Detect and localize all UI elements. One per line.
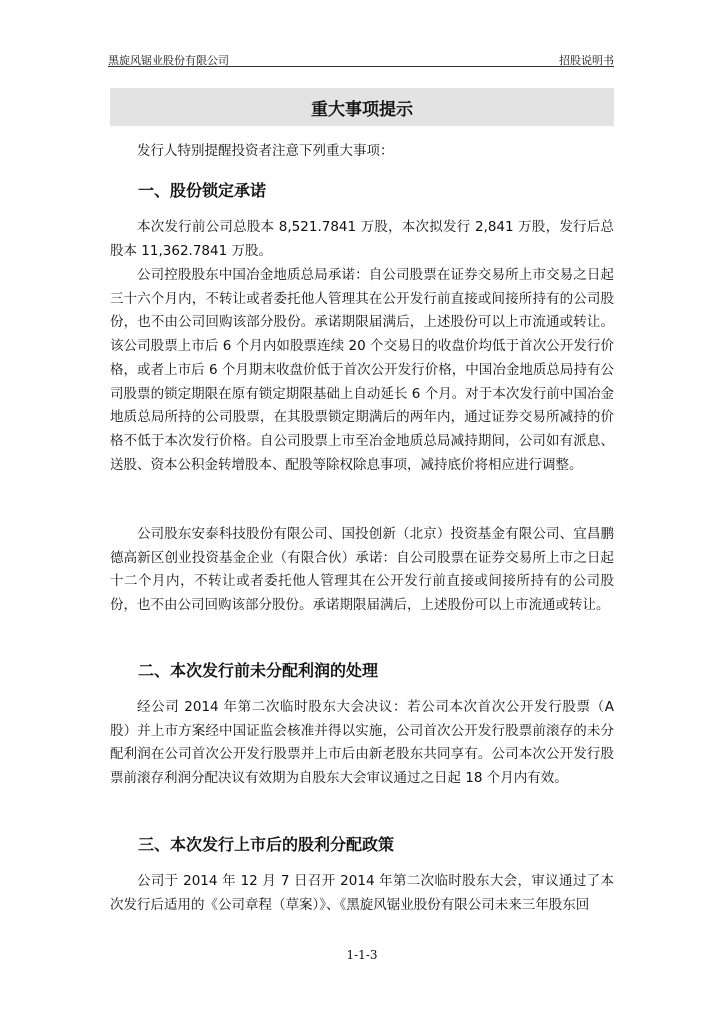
section-heading-3: 三、本次发行上市后的股利分配政策 xyxy=(138,835,395,854)
section-1-paragraph-2: 公司控股股东中国冶金地质总局承诺：自公司股票在证券交易所上市交易之日起三十六个月内，不转让或者委托他人管理其在公开发行前直接或间接所持有的公司股份，也不由公司回购该部分股份。承诺期限届满后，上述股份可以上市流通或转让。该公司股票上市后 6 个月内如股票连续 20 个交易日的收盘价均低于首次公开发行价格，或者上市后 6 个月期末收盘价低于首次公开发行价格，中国冶金地质总局持有公司股票的锁定期限在原有锁定期限基础上自动延长 6 个月。对于本次发行前中国冶金地质总局所持的公司股票，在其股票锁定期满后的两年内，通过证券交易所减持的价格不低于本次发行价格。自公司股票上市至冶金地质总局减持期间，公司如有派息、送股、资本公积金转增股本、配股等除权除息事项，减持底价将相应进行调整。 xyxy=(110,267,614,473)
section-heading-1: 一、股份锁定承诺 xyxy=(138,181,267,200)
section-2-paragraph-1: 经公司 2014 年第二次临时股东大会决议：若公司本次首次公开发行股票（A 股）并上市方案经中国证监会核准并得以实施，公司首次公开发行股票前滚存的未分配利润在公司首次公开发行股票并上市后由新老股东共同享有。公司本次公开发行股票前滚存利润分配决议有效期为自股东大会审议通过之日起 18 个月内有效。 xyxy=(110,699,614,787)
intro-paragraph: 发行人特别提醒投资者注意下列重大事项： xyxy=(137,143,394,159)
page-header-company: 黑旋风锯业股份有限公司 xyxy=(108,54,229,67)
page-title: 重大事项提示 xyxy=(110,88,614,126)
section-3-paragraph-1: 公司于 2014 年 12 月 7 日召开 2014 年第二次临时股东大会，审议通过了本次发行后适用的《公司章程（草案）》、《黑旋风锯业股份有限公司未来三年股东回 xyxy=(110,873,614,913)
header-divider xyxy=(108,66,614,67)
page-header-doc-type: 招股说明书 xyxy=(559,54,614,67)
section-1-paragraph-3: 公司股东安泰科技股份有限公司、国投创新（北京）投资基金有限公司、宜昌鹏德高新区创业投资基金企业（有限合伙）承诺：自公司股票在证券交易所上市之日起十二个月内，不转让或者委托他人管理其在公开发行前直接或间接所持有的公司股份，也不由公司回购该部分股份。承诺期限届满后，上述股份可以上市流通或转让。 xyxy=(110,526,614,614)
section-heading-2: 二、本次发行前未分配利润的处理 xyxy=(138,661,379,680)
page-number: 1-1-3 xyxy=(346,948,378,962)
section-1-paragraph-1: 本次发行前公司总股本 8,521.7841 万股，本次拟发行 2,841 万股，发行后总股本 11,362.7841 万股。 xyxy=(110,219,614,259)
